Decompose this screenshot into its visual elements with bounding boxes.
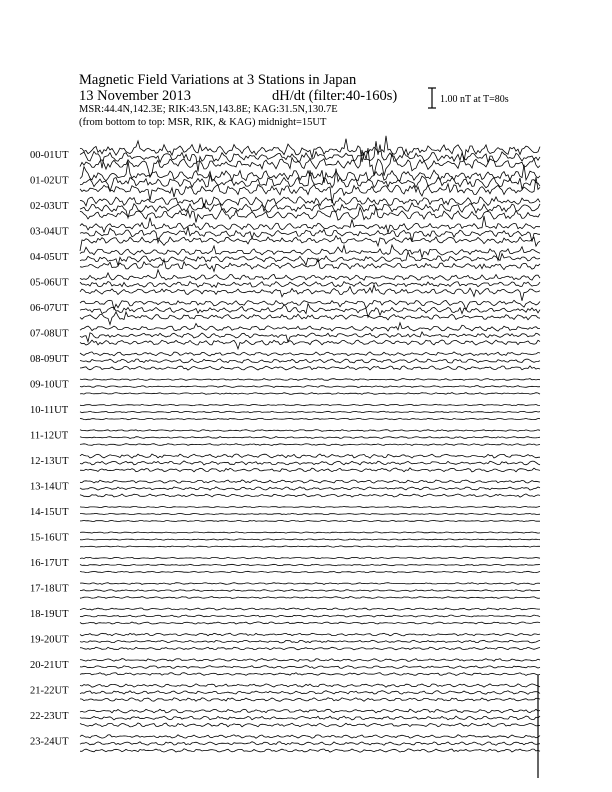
trace-line-rik — [80, 564, 540, 565]
trace-line-rik — [80, 487, 540, 490]
trace-line-msr — [80, 444, 540, 446]
trace-line-kag — [80, 532, 540, 533]
row-label: 05-06UT — [30, 277, 69, 289]
trace-line-msr — [80, 749, 540, 752]
row-labels — [30, 150, 69, 748]
trace-line-rik — [80, 666, 540, 669]
trace-line-msr — [80, 366, 540, 370]
row-label: 18-19UT — [30, 609, 69, 620]
trace-line-rik — [80, 539, 540, 540]
trace-line-kag — [80, 270, 540, 281]
trace-line-msr — [80, 393, 540, 395]
trace-line-msr — [80, 571, 540, 572]
row-label: 10-11UT — [30, 405, 69, 416]
trace-line-msr — [80, 285, 540, 301]
chart-date: 13 November 2013 — [79, 88, 191, 104]
trace-line-msr — [80, 673, 540, 676]
trace-order-note: (from bottom to top: MSR, RIK, & KAG) midnight=15UT — [79, 117, 327, 128]
row-label: 01-02UT — [30, 175, 69, 187]
trace-line-kag — [80, 608, 540, 610]
trace-line-rik — [80, 386, 540, 388]
row-label: 00-01UT — [30, 150, 69, 161]
trace-line-msr — [80, 723, 540, 727]
trace-line-msr — [80, 177, 540, 203]
trace-line-rik — [80, 513, 540, 514]
trace-line-kag — [80, 300, 540, 310]
chart-title: Magnetic Field Variations at 3 Stations in Japan — [79, 72, 357, 88]
trace-line-rik — [80, 411, 540, 412]
trace-line-kag — [80, 735, 540, 739]
row-label: 11-12UT — [30, 430, 69, 442]
trace-line-rik — [80, 615, 540, 617]
row-label: 22-23UT — [30, 711, 69, 722]
trace-line-rik — [80, 304, 540, 318]
row-label: 23-24UT — [30, 736, 69, 748]
trace-line-kag — [80, 454, 540, 458]
trace-line-kag — [80, 557, 540, 558]
trace-line-msr — [80, 418, 540, 419]
trace-line-rik — [80, 590, 540, 592]
row-label: 09-10UT — [30, 379, 69, 391]
row-label: 19-20UT — [30, 634, 69, 646]
trace-line-msr — [80, 647, 540, 650]
trace-line-rik — [80, 203, 540, 218]
trace-line-kag — [80, 506, 540, 507]
trace-line-msr — [80, 520, 540, 521]
trace-line-msr — [80, 207, 540, 223]
trace-line-kag — [80, 633, 540, 636]
trace-line-kag — [80, 245, 540, 261]
row-label: 12-13UT — [30, 456, 69, 467]
trace-line-msr — [80, 622, 540, 624]
row-label: 06-07UT — [30, 303, 69, 314]
trace-line-msr — [80, 546, 540, 547]
row-label: 13-14UT — [30, 481, 69, 493]
trace-line-rik — [80, 640, 540, 643]
trace-line-kag — [80, 480, 540, 483]
trace-line-msr — [80, 236, 540, 251]
row-label: 07-08UT — [30, 328, 69, 340]
trace-line-kag — [80, 352, 540, 356]
trace-line-rik — [80, 227, 540, 243]
trace-line-msr — [80, 494, 540, 497]
row-label: 15-16UT — [30, 532, 69, 544]
trace-line-kag — [80, 430, 540, 432]
trace-line-kag — [80, 323, 540, 331]
row-label: 16-17UT — [30, 558, 69, 569]
trace-line-rik — [80, 716, 540, 720]
trace-line-msr — [80, 312, 540, 325]
row-label: 08-09UT — [30, 354, 69, 365]
trace-line-rik — [80, 282, 540, 288]
trace-line-msr — [80, 468, 540, 472]
trace-group — [80, 136, 540, 778]
trace-line-rik — [80, 461, 540, 465]
trace-line-kag — [80, 709, 540, 713]
row-label: 20-21UT — [30, 660, 69, 671]
trace-line-rik — [80, 252, 540, 266]
row-label: 02-03UT — [30, 201, 69, 212]
trace-line-rik — [80, 359, 540, 363]
trace-line-kag — [80, 684, 540, 687]
trace-line-kag — [80, 583, 540, 585]
trace-line-kag — [80, 404, 540, 405]
row-label: 04-05UT — [30, 252, 69, 263]
row-label: 17-18UT — [30, 583, 69, 595]
station-list: MSR:44.4N,142.3E; RIK:43.5N,143.8E; KAG:31.5N,130.7E — [79, 104, 338, 115]
trace-line-rik — [80, 437, 540, 439]
row-label: 03-04UT — [30, 226, 69, 238]
scale-bar-icon — [428, 87, 436, 109]
row-label: 14-15UT — [30, 507, 69, 518]
quantity-label: dH/dt (filter:40-160s) — [272, 88, 398, 104]
trace-line-kag — [80, 379, 540, 381]
row-label: 21-22UT — [30, 685, 69, 697]
trace-line-kag — [80, 659, 540, 662]
trace-line-rik — [80, 691, 540, 695]
trace-line-msr — [80, 597, 540, 599]
trace-line-msr — [80, 698, 540, 702]
scale-label: 1.00 nT at T=80s — [440, 94, 509, 105]
trace-line-rik — [80, 742, 540, 746]
trace-line-msr — [80, 340, 540, 349]
trace-line-rik — [80, 332, 540, 342]
